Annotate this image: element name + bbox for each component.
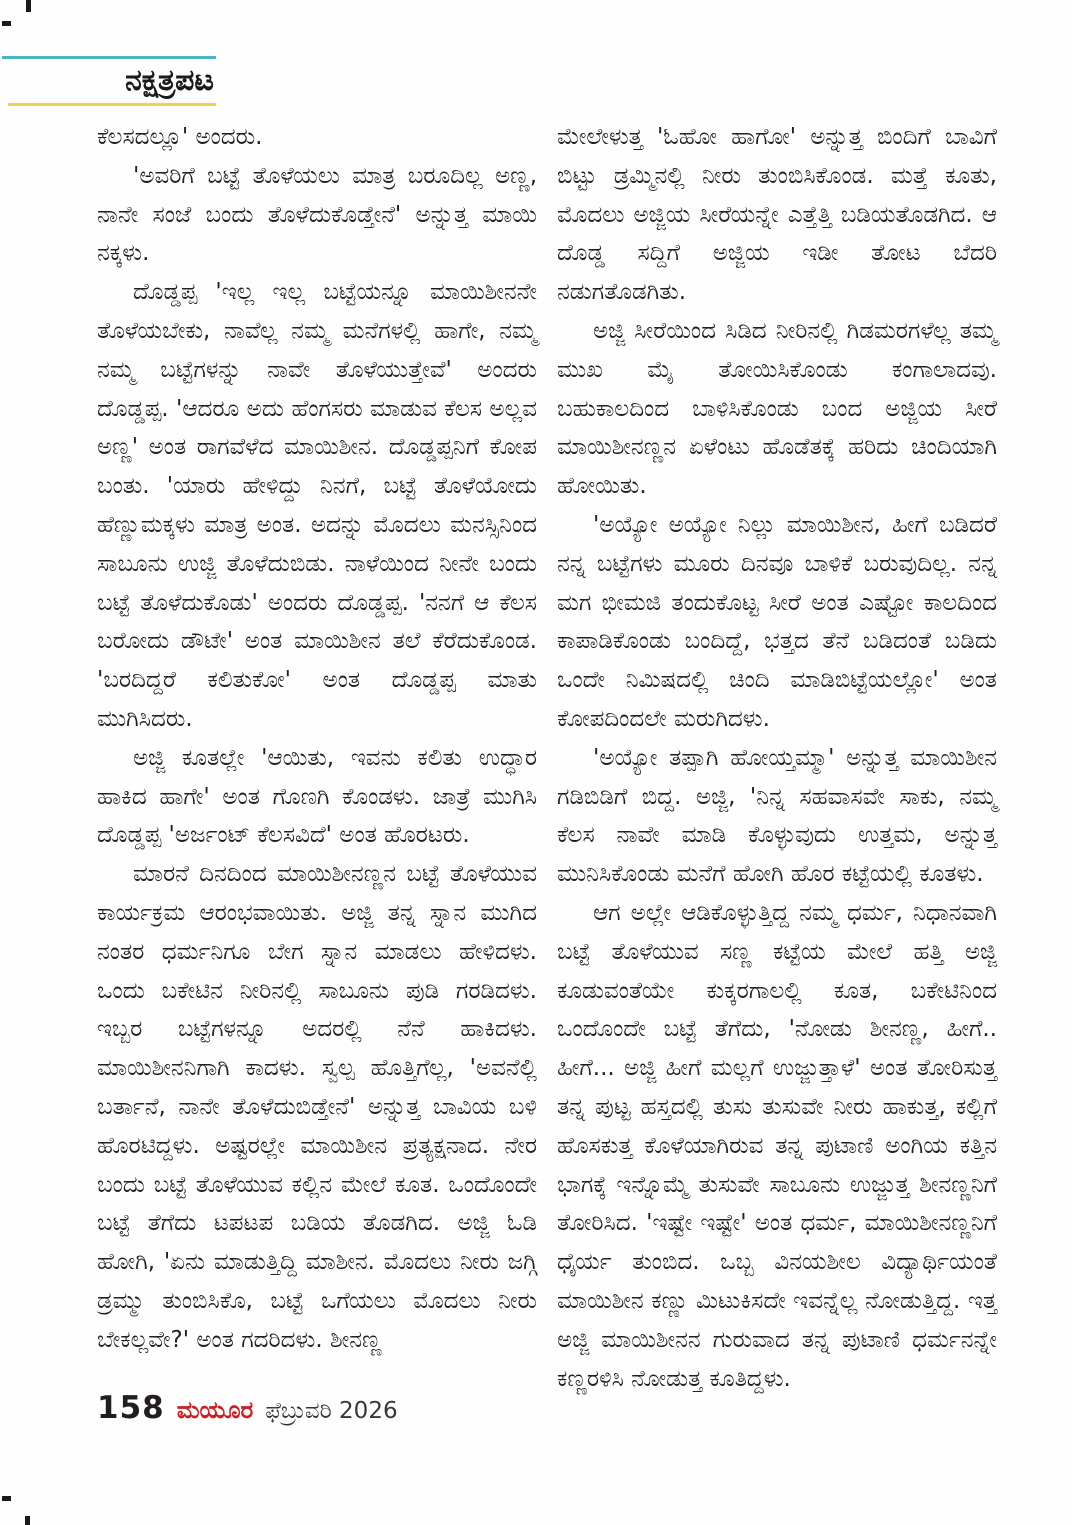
paragraph: 'ಅವರಿಗೆ ಬಟ್ಟೆ ತೊಳೆಯಲು ಮಾತ್ರ ಬರೂದಿಲ್ಲ ಅಣ್ಣ, ನಾನೇ ಸಂಜೆ ಬಂದು ತೊಳೆದುಕೊಡ್ತೇನೆ' ಅನ್ನುತ್ತ ಮಾಯಿ ನಕ್ಕಳು. <box>97 162 537 267</box>
section-title: ನಕ್ಷತ್ರಪಟ <box>125 63 214 98</box>
paragraph: ಮೇಲೇಳುತ್ತ 'ಓಹೋ ಹಾಗೋ' ಅನ್ನುತ್ತ ಬಿಂದಿಗೆ ಬಾವಿಗೆ ಬಿಟ್ಟು ಡ್ರಮ್ಮಿನಲ್ಲಿ ನೀರು ತುಂಬಿಸಿಕೊಂಡ. ಮತ್ತೆ ಕೂತು, ಮೊದಲು ಅಜ್ಜಿಯ ಸೀರೆಯನ್ನೇ ಎತ್ತೆತ್ತಿ ಬಡಿಯತೊಡಗಿದ. ಆ ದೊಡ್ಡ ಸದ್ದಿಗೆ ಅಜ್ಜಿಯ ಇಡೀ ತೋಟ ಬೆದರಿ ನಡುಗತೊಡಗಿತು. <box>557 124 997 306</box>
crop-mark-bottom-bar <box>25 1516 30 1525</box>
article-body <box>97 118 997 1398</box>
magazine-name: ಮಯೂರ <box>176 1396 254 1424</box>
page-footer <box>97 1390 398 1426</box>
paragraph: 'ಅಯ್ಯೋ ಅಯ್ಯೋ ನಿಲ್ಲು ಮಾಯಿಶೀನ, ಹೀಗೆ ಬಡಿದರೆ ನನ್ನ ಬಟ್ಟೆಗಳು ಮೂರು ದಿನವೂ ಬಾಳಿಕೆ ಬರುವುದಿಲ್ಲ. ನನ್ನ ಮಗ ಭೀಮಜಿ ತಂದುಕೊಟ್ಟ ಸೀರೆ ಅಂತ ಎಷ್ಟೋ ಕಾಲದಿಂದ ಕಾಪಾಡಿಕೊಂಡು ಬಂದಿದ್ದೆ, ಭತ್ತದ ತೆನೆ ಬಡಿದಂತೆ ಬಡಿದು ಒಂದೇ ನಿಮಿಷದಲ್ಲಿ ಚಿಂದಿ ಮಾಡಿಬಿಟ್ಟೆಯಲ್ಲೋ' ಅಂತ ಕೋಪದಿಂದಲೇ ಮರುಗಿದಳು. <box>557 511 997 732</box>
paragraph: ಆಗ ಅಲ್ಲೇ ಆಡಿಕೊಳ್ಳುತ್ತಿದ್ದ ನಮ್ಮ ಧರ್ಮ, ನಿಧಾನವಾಗಿ ಬಟ್ಟೆ ತೊಳೆಯುವ ಸಣ್ಣ ಕಟ್ಟೆಯ ಮೇಲೆ ಹತ್ತಿ ಅಜ್ಜಿ ಕೂಡುವಂತೆಯೇ ಕುಕ್ಕರಗಾಲಲ್ಲಿ ಕೂತ, ಬಕೇಟಿನಿಂದ ಒಂದೊಂದೇ ಬಟ್ಟೆ ತೆಗೆದು, 'ನೋಡು ಶೀನಣ್ಣ, ಹೀಗೆ.. ಹೀಗೆ... ಅಜ್ಜಿ ಹೀಗೆ ಮಲ್ಲಗೆ ಉಜ್ಜುತ್ತಾಳೆ' ಅಂತ ತೋರಿಸುತ್ತ ತನ್ನ ಪುಟ್ಟ ಹಸ್ತದಲ್ಲಿ ತುಸು ತುಸುವೇ ನೀರು ಹಾಕುತ್ತ, ಕಲ್ಲಿಗೆ ಹೊಸಕುತ್ತ ಕೊಳೆಯಾಗಿರುವ ತನ್ನ ಪುಟಾಣಿ ಅಂಗಿಯ ಕತ್ತಿನ ಭಾಗಕ್ಕೆ ಇನ್ನೊಮ್ಮೆ ತುಸುವೇ ಸಾಬೂನು ಉಜ್ಜುತ್ತ ಶೀನಣ್ಣನಿಗೆ ತೋರಿಸಿದ. 'ಇಷ್ಟೇ ಇಷ್ಟೇ' ಅಂತ ಧರ್ಮ, ಮಾಯಿಶೀನಣ್ಣನಿಗೆ ಧೈರ್ಯ ತುಂಬಿದ. ಒಬ್ಬ ವಿನಯಶೀಲ ವಿದ್ಯಾರ್ಥಿಯಂತೆ ಮಾಯಿಶೀನ ಕಣ್ಣು ಮಿಟುಕಿಸದೇ ಇವನ್ನೆಲ್ಲ ನೋಡುತ್ತಿದ್ದ. ಇತ್ತ ಅಜ್ಜಿ ಮಾಯಿಶೀನನ ಗುರುವಾದ ತನ್ನ ಪುಟಾಣಿ ಧರ್ಮನನ್ನೇ ಕಣ್ಣರಳಿಸಿ ನೋಡುತ್ತ ಕೂತಿದ್ದಳು. <box>557 899 997 1392</box>
issue-date: ಫೆಬ್ರುವರಿ 2026 <box>265 1398 398 1424</box>
crop-mark-top-bar <box>26 0 31 12</box>
header-bottom-rule <box>8 103 216 106</box>
crop-mark-bottom-dash <box>2 1496 11 1501</box>
page-number: 158 <box>97 1390 165 1426</box>
paragraph: ಮಾರನೆ ದಿನದಿಂದ ಮಾಯಿಶೀನಣ್ಣನ ಬಟ್ಟೆ ತೊಳೆಯುವ ಕಾರ್ಯಕ್ರಮ ಆರಂಭವಾಯಿತು. ಅಜ್ಜಿ ತನ್ನ ಸ್ನಾನ ಮುಗಿದ ನಂತರ ಧರ್ಮನಿಗೂ ಬೇಗ ಸ್ನಾನ ಮಾಡಲು ಹೇಳಿದಳು. ಒಂದು ಬಕೇಟಿನ ನೀರಿನಲ್ಲಿ ಸಾಬೂನು ಪುಡಿ ಗರಡಿದಳು. ಇಬ್ಬರ ಬಟ್ಟೆಗಳನ್ನೂ ಅದರಲ್ಲಿ ನೆನೆ ಹಾಕಿದಳು. ಮಾಯಿಶೀನನಿಗಾಗಿ ಕಾದಳು. ಸ್ವಲ್ಪ ಹೊತ್ತಿಗೆಲ್ಲ, 'ಅವನೆಲ್ಲಿ ಬರ್ತಾನೆ, ನಾನೇ ತೊಳೆದುಬಿಡ್ತೇನೆ' ಅನ್ನುತ್ತ ಬಾವಿಯ ಬಳಿ ಹೊರಟಿದ್ದಳು. ಅಷ್ಟರಲ್ಲೇ ಮಾಯಿಶೀನ ಪ್ರತ್ಯಕ್ಷನಾದ. ನೇರ ಬಂದು ಬಟ್ಟೆ ತೊಳೆಯುವ ಕಲ್ಲಿನ ಮೇಲೆ ಕೂತ. ಒಂದೊಂದೇ ಬಟ್ಟೆ ತೆಗೆದು ಟಪಟಪ ಬಡಿಯ ತೊಡಗಿದ. ಅಜ್ಜಿ ಓಡಿ ಹೋಗಿ, 'ಏನು ಮಾಡುತ್ತಿದ್ದಿ ಮಾಶೀನ. ಮೊದಲು ನೀರು ಜಗ್ಗಿ ಡ್ರಮ್ಮು ತುಂಬಿಸಿಕೊ, ಬಟ್ಟೆ ಒಗೆಯಲು ಮೊದಲು ನೀರು ಬೇಕಲ್ಲವೇ?' ಅಂತ ಗದರಿದಳು. ಶೀನಣ್ಣ <box>97 861 537 1353</box>
paragraph: ಅಜ್ಜಿ ಸೀರೆಯಿಂದ ಸಿಡಿದ ನೀರಿನಲ್ಲಿ ಗಿಡಮರಗಳೆಲ್ಲ ತಮ್ಮ ಮುಖ ಮೈ ತೋಯಿಸಿಕೊಂಡು ಕಂಗಾಲಾದವು. ಬಹುಕಾಲದಿಂದ ಬಾಳಿಸಿಕೊಂಡು ಬಂದ ಅಜ್ಜಿಯ ಸೀರೆ ಮಾಯಿಶೀನಣ್ಣನ ಏಳೆಂಟು ಹೊಡೆತಕ್ಕೆ ಹರಿದು ಚಿಂದಿಯಾಗಿ ಹೋಯಿತು. <box>557 317 997 500</box>
column-left <box>97 118 537 1398</box>
crop-mark-top-dash <box>2 21 11 26</box>
section-header <box>2 56 216 106</box>
paragraph: ಕೆಲಸದಲ್ಲೂ' ಅಂದರು. <box>97 124 263 150</box>
paragraph: ಅಜ್ಜಿ ಕೂತಲ್ಲೇ 'ಆಯಿತು, ಇವನು ಕಲಿತು ಉದ್ಧಾರ ಹಾಕಿದ ಹಾಗೇ' ಅಂತ ಗೊಣಗಿ ಕೊಂಡಳು. ಜಾತ್ರೆ ಮುಗಿಸಿ ದೊಡ್ಡಪ್ಪ 'ಅರ್ಜಂಟ್ ಕೆಲಸವಿದೆ' ಅಂತ ಹೊರಟರು. <box>97 744 537 849</box>
paragraph: 'ಅಯ್ಯೋ ತಪ್ಪಾಗಿ ಹೋಯ್ತಮ್ಮಾ' ಅನ್ನುತ್ತ ಮಾಯಿಶೀನ ಗಡಿಬಿಡಿಗೆ ಬಿದ್ದ. ಅಜ್ಜಿ, 'ನಿನ್ನ ಸಹವಾಸವೇ ಸಾಕು, ನಮ್ಮ ಕೆಲಸ ನಾವೇ ಮಾಡಿ ಕೊಳ್ಳುವುದು ಉತ್ತಮ, ಅನ್ನುತ್ತ ಮುನಿಸಿಕೊಂಡು ಮನೆಗೆ ಹೋಗಿ ಹೊರ ಕಟ್ಟೆಯಲ್ಲಿ ಕೂತಳು. <box>557 744 997 888</box>
column-right <box>557 118 997 1398</box>
paragraph: ದೊಡ್ಡಪ್ಪ 'ಇಲ್ಲ ಇಲ್ಲ ಬಟ್ಟೆಯನ್ನೂ ಮಾಯಿಶೀನನೇ ತೊಳೆಯಬೇಕು, ನಾವೆಲ್ಲ ನಮ್ಮ ಮನೆಗಳಲ್ಲಿ ಹಾಗೇ, ನಮ್ಮ ನಮ್ಮ ಬಟ್ಟೆಗಳನ್ನು ನಾವೇ ತೊಳೆಯುತ್ತೇವೆ' ಅಂದರು ದೊಡ್ಡಪ್ಪ. 'ಆದರೂ ಅದು ಹೆಂಗಸರು ಮಾಡುವ ಕೆಲಸ ಅಲ್ಲವ ಅಣ್ಣ' ಅಂತ ರಾಗವೆಳೆದ ಮಾಯಿಶೀನ. ದೊಡ್ಡಪ್ಪನಿಗೆ ಕೋಪ ಬಂತು. 'ಯಾರು ಹೇಳಿದ್ದು ನಿನಗೆ, ಬಟ್ಟೆ ತೊಳೆಯೋದು ಹೆಣ್ಣುಮಕ್ಕಳು ಮಾತ್ರ ಅಂತ. ಅದನ್ನು ಮೊದಲು ಮನಸ್ಸಿನಿಂದ ಸಾಬೂನು ಉಜ್ಜಿ ತೊಳೆದುಬಿಡು. ನಾಳೆಯಿಂದ ನೀನೇ ಬಂದು ಬಟ್ಟೆ ತೊಳೆದುಕೊಡು' ಅಂದರು ದೊಡ್ಡಪ್ಪ. 'ನನಗೆ ಆ ಕೆಲಸ ಬರೋದು ಡೌಟೇ' ಅಂತ ಮಾಯಿಶೀನ ತಲೆ ಕೆರೆದುಕೊಂಡ. 'ಬರದಿದ್ದರೆ ಕಲಿತುಕೋ' ಅಂತ ದೊಡ್ಡಪ್ಪ ಮಾತು ಮುಗಿಸಿದರು. <box>97 279 537 732</box>
